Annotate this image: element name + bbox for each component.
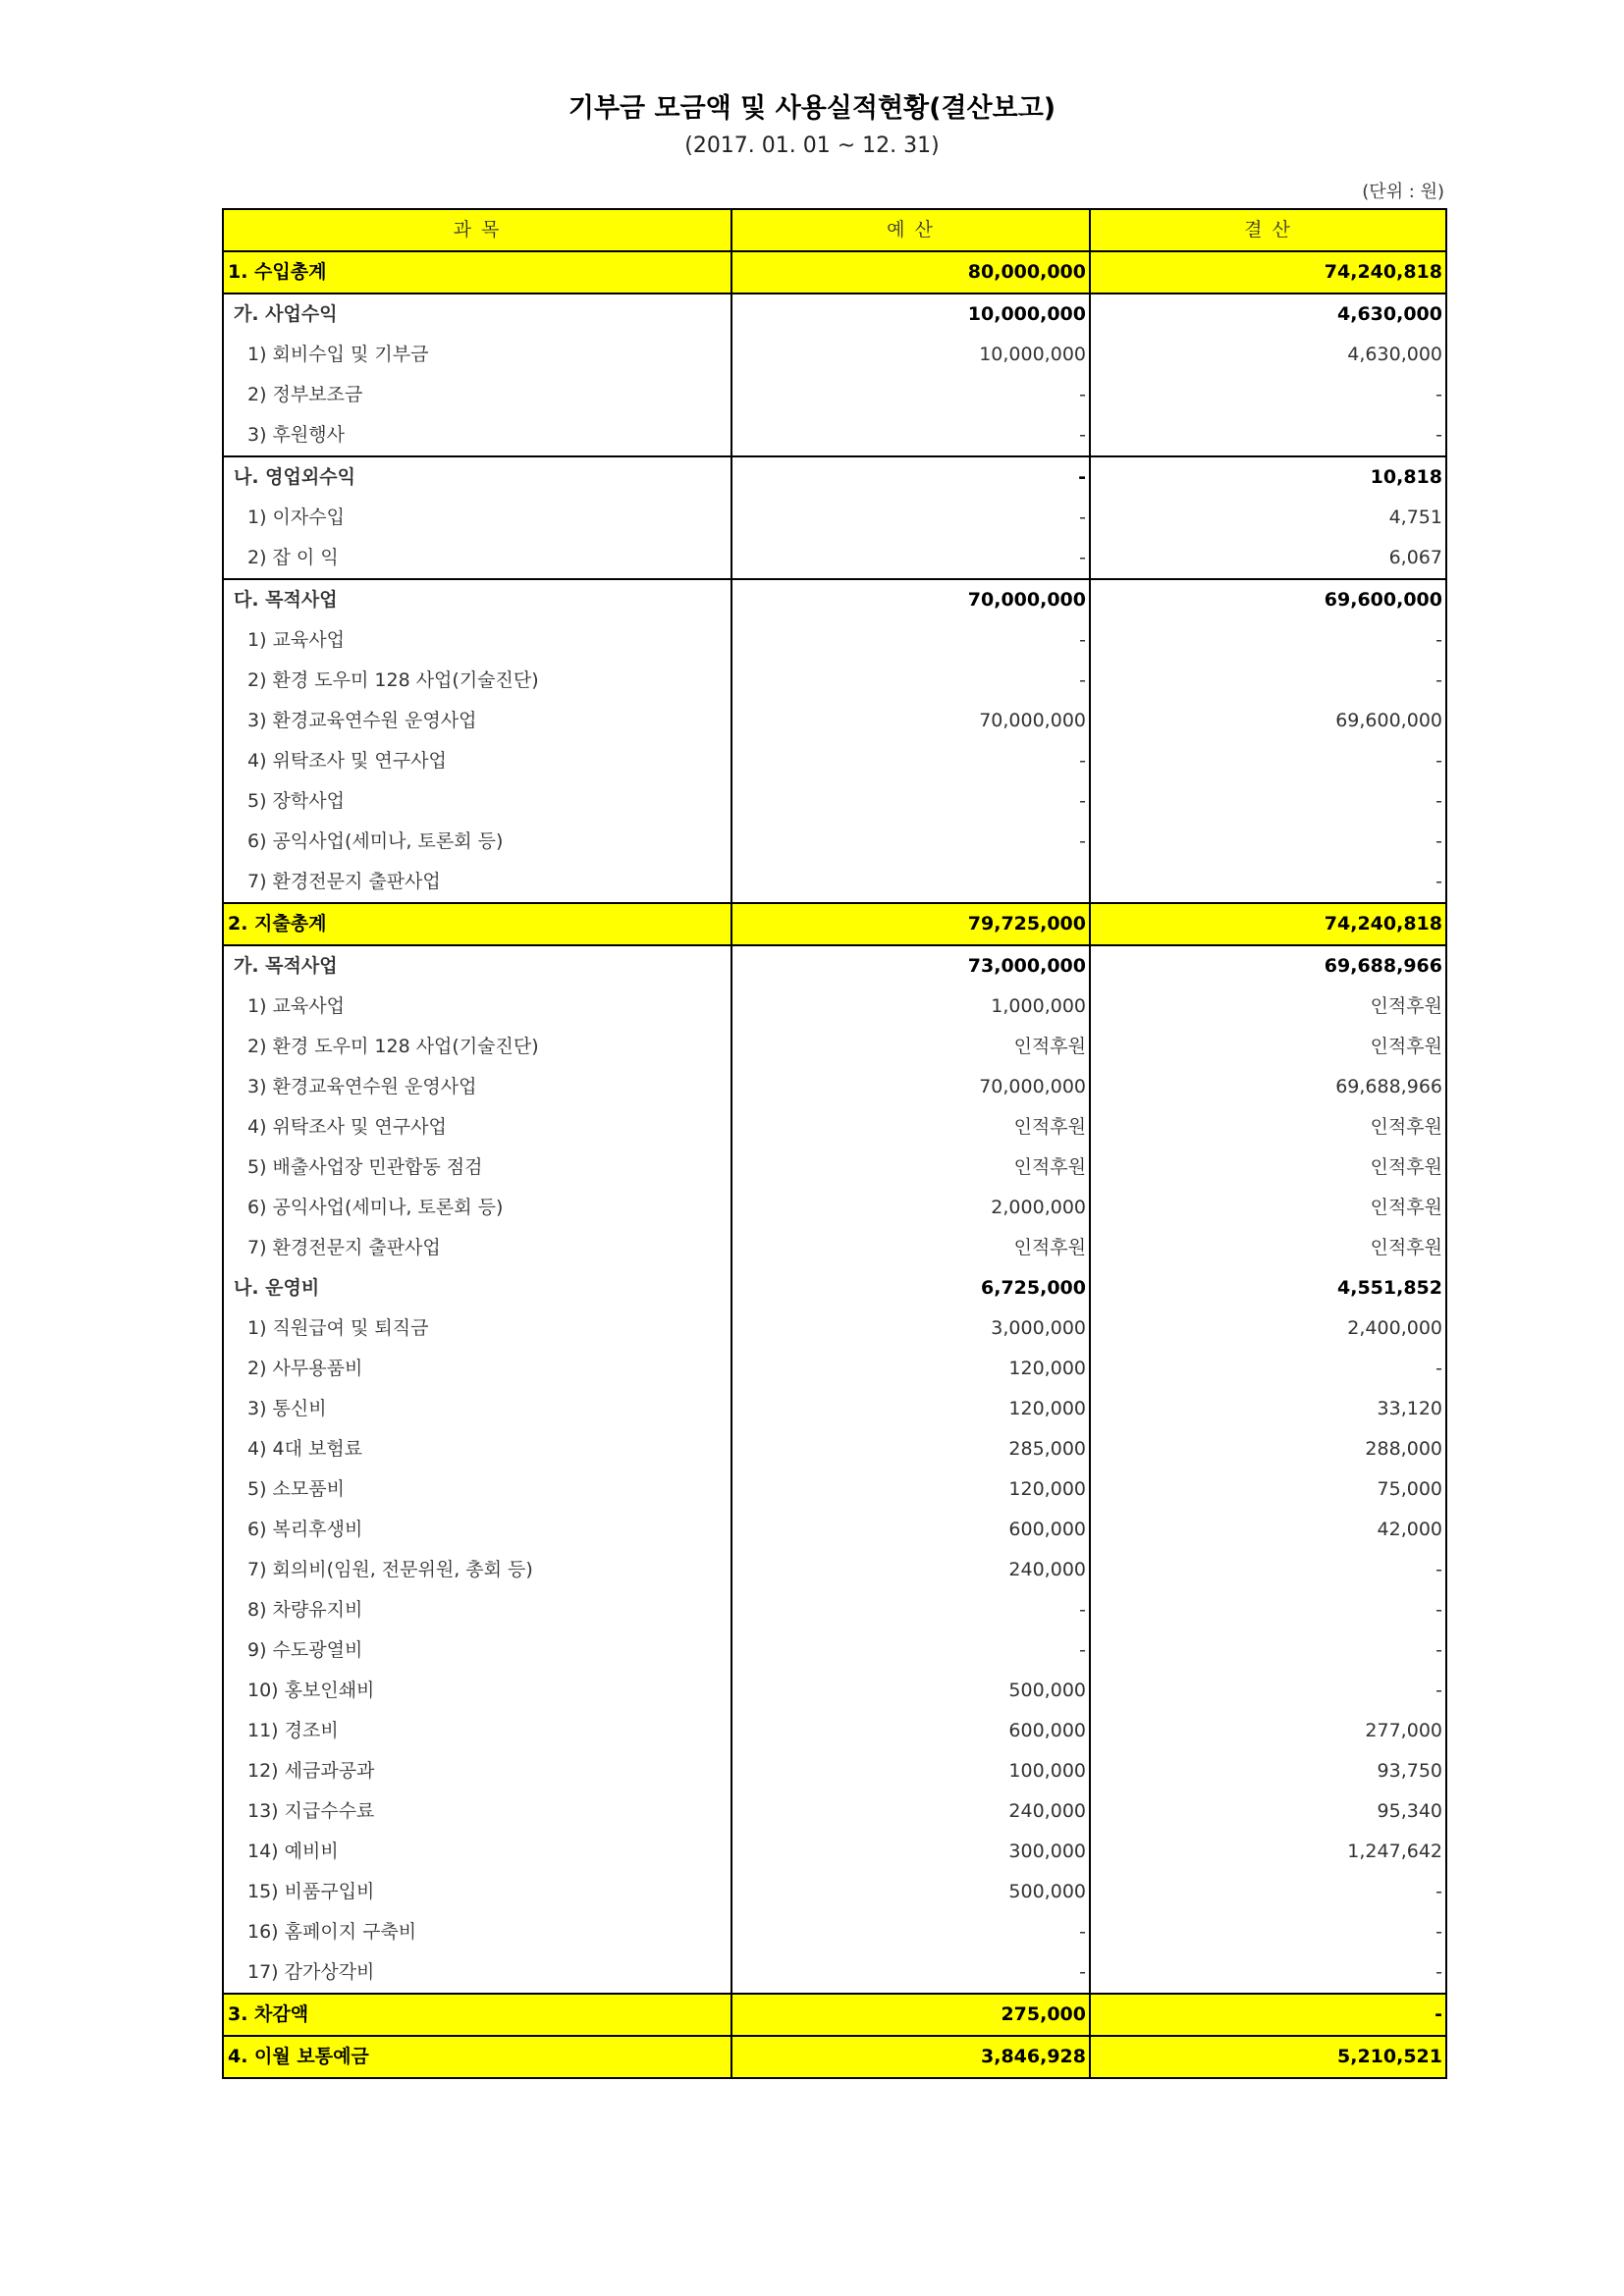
budget-cell: 600,000 [731, 1711, 1090, 1751]
budget-cell: - [731, 741, 1090, 781]
table-row [223, 620, 1446, 661]
budget-cell: - [731, 661, 1090, 701]
budget-cell: - [731, 415, 1090, 456]
table-row [223, 1872, 1446, 1912]
budget-cell: 1,000,000 [731, 987, 1090, 1027]
settlement-cell: 10,818 [1090, 456, 1446, 498]
table-row [223, 1952, 1446, 1994]
table-row [223, 335, 1446, 375]
budget-cell: 70,000,000 [731, 579, 1090, 620]
settlement-cell: 인적후원 [1090, 987, 1446, 1027]
settlement-cell: 인적후원 [1090, 1027, 1446, 1067]
budget-cell: 73,000,000 [731, 945, 1090, 987]
settlement-cell: - [1090, 1872, 1446, 1912]
settlement-cell: - [1090, 1630, 1446, 1671]
budget-cell: 인적후원 [731, 1228, 1090, 1268]
account-name-cell: 4. 이월 보통예금 [223, 2036, 731, 2078]
budget-cell: - [731, 620, 1090, 661]
budget-cell: - [731, 1630, 1090, 1671]
account-name-cell: 7) 회의비(임원, 전문위원, 총회 등) [223, 1550, 731, 1590]
settlement-cell: 69,688,966 [1090, 1067, 1446, 1107]
account-name-cell: 1) 교육사업 [223, 987, 731, 1027]
account-name-cell: 8) 차량유지비 [223, 1590, 731, 1630]
account-name-cell: 4) 위탁조사 및 연구사업 [223, 741, 731, 781]
account-name-cell: 16) 홈페이지 구축비 [223, 1912, 731, 1952]
settlement-cell: - [1090, 1349, 1446, 1389]
account-name-cell: 1) 이자수입 [223, 498, 731, 538]
settlement-cell: 42,000 [1090, 1510, 1446, 1550]
budget-cell: 80,000,000 [731, 251, 1090, 294]
total-row [223, 1994, 1446, 2036]
account-name-cell: 1) 직원급여 및 퇴직금 [223, 1308, 731, 1349]
budget-cell: 79,725,000 [731, 903, 1090, 945]
account-name-cell: 3. 차감액 [223, 1994, 731, 2036]
account-name-cell: 5) 장학사업 [223, 781, 731, 822]
account-name-cell: 가. 사업수익 [223, 294, 731, 335]
settlement-cell: - [1090, 415, 1446, 456]
table-row [223, 781, 1446, 822]
settlement-cell: 인적후원 [1090, 1107, 1446, 1148]
account-name-cell: 2) 정부보조금 [223, 375, 731, 415]
budget-cell: 500,000 [731, 1671, 1090, 1711]
group-row [223, 294, 1446, 335]
table-row [223, 1630, 1446, 1671]
account-name-cell: 6) 공익사업(세미나, 토론회 등) [223, 1188, 731, 1228]
table-row [223, 1429, 1446, 1469]
account-name-cell: 12) 세금과공과 [223, 1751, 731, 1791]
group-row [223, 945, 1446, 987]
budget-cell: 6,725,000 [731, 1268, 1090, 1308]
table-row [223, 1590, 1446, 1630]
account-name-cell: 3) 환경교육연수원 운영사업 [223, 701, 731, 741]
settlement-cell: - [1090, 741, 1446, 781]
settlement-cell: - [1090, 375, 1446, 415]
table-row [223, 1469, 1446, 1510]
table-row [223, 1711, 1446, 1751]
table-row [223, 1550, 1446, 1590]
settlement-cell: - [1090, 661, 1446, 701]
document-title: 기부금 모금액 및 사용실적현황(결산보고) [568, 93, 1056, 124]
table-row [223, 498, 1446, 538]
settlement-cell: 1,247,642 [1090, 1832, 1446, 1872]
table-row [223, 1228, 1446, 1268]
settlement-cell: 6,067 [1090, 538, 1446, 579]
settlement-cell: 인적후원 [1090, 1188, 1446, 1228]
account-name-cell: 2) 환경 도우미 128 사업(기술진단) [223, 1027, 731, 1067]
total-row [223, 251, 1446, 294]
budget-cell: 100,000 [731, 1751, 1090, 1791]
table-header-row [223, 209, 1446, 251]
settlement-cell: 2,400,000 [1090, 1308, 1446, 1349]
table-row [223, 1832, 1446, 1872]
budget-cell: 240,000 [731, 1550, 1090, 1590]
account-name-cell: 15) 비품구입비 [223, 1872, 731, 1912]
settlement-cell: 69,600,000 [1090, 701, 1446, 741]
table-row [223, 1791, 1446, 1832]
account-name-cell: 13) 지급수수료 [223, 1791, 731, 1832]
account-name-cell: 4) 4대 보험료 [223, 1429, 731, 1469]
settlement-cell: - [1090, 1550, 1446, 1590]
header-account: 과 목 [223, 209, 731, 251]
budget-cell: - [731, 1952, 1090, 1994]
settlement-cell: - [1090, 781, 1446, 822]
table-row [223, 538, 1446, 579]
budget-cell: 10,000,000 [731, 294, 1090, 335]
budget-cell: 285,000 [731, 1429, 1090, 1469]
budget-cell: - [731, 456, 1090, 498]
budget-cell: 600,000 [731, 1510, 1090, 1550]
header-settlement: 결 산 [1090, 209, 1446, 251]
account-name-cell: 3) 환경교육연수원 운영사업 [223, 1067, 731, 1107]
budget-cell: 120,000 [731, 1469, 1090, 1510]
table-row [223, 375, 1446, 415]
account-name-cell: 2) 사무용품비 [223, 1349, 731, 1389]
budget-cell: - [731, 375, 1090, 415]
budget-cell: - [731, 498, 1090, 538]
budget-cell: - [731, 1590, 1090, 1630]
header-budget: 예 산 [731, 209, 1090, 251]
budget-cell: 3,846,928 [731, 2036, 1090, 2078]
table-row [223, 415, 1446, 456]
budget-cell: 인적후원 [731, 1027, 1090, 1067]
account-name-cell: 나. 영업외수익 [223, 456, 731, 498]
account-name-cell: 1. 수입총계 [223, 251, 731, 294]
settlement-cell: - [1090, 822, 1446, 862]
budget-cell: 240,000 [731, 1791, 1090, 1832]
group-row [223, 579, 1446, 620]
table-row [223, 1349, 1446, 1389]
settlement-cell: - [1090, 620, 1446, 661]
budget-cell: 300,000 [731, 1832, 1090, 1872]
settlement-cell: - [1090, 862, 1446, 903]
settlement-cell: 288,000 [1090, 1429, 1446, 1469]
settlement-cell: 33,120 [1090, 1389, 1446, 1429]
account-name-cell: 11) 경조비 [223, 1711, 731, 1751]
budget-cell: 인적후원 [731, 1107, 1090, 1148]
settlement-cell: - [1090, 1952, 1446, 1994]
table-row [223, 1912, 1446, 1952]
group-row [223, 1268, 1446, 1308]
budget-cell: 10,000,000 [731, 335, 1090, 375]
table-row [223, 1027, 1446, 1067]
table-row [223, 862, 1446, 903]
settlement-cell: 75,000 [1090, 1469, 1446, 1510]
account-name-cell: 3) 후원행사 [223, 415, 731, 456]
account-name-cell: 3) 통신비 [223, 1389, 731, 1429]
account-name-cell: 4) 위탁조사 및 연구사업 [223, 1107, 731, 1148]
table-row [223, 1188, 1446, 1228]
unit-note: (단위 : 원) [1362, 182, 1444, 202]
settlement-cell: - [1090, 1671, 1446, 1711]
table-row [223, 1148, 1446, 1188]
account-name-cell: 1) 교육사업 [223, 620, 731, 661]
settlement-cell: 인적후원 [1090, 1228, 1446, 1268]
account-name-cell: 17) 감가상각비 [223, 1952, 731, 1994]
settlement-cell: 74,240,818 [1090, 903, 1446, 945]
table-row [223, 1107, 1446, 1148]
settlement-cell: 인적후원 [1090, 1148, 1446, 1188]
account-name-cell: 7) 환경전문지 출판사업 [223, 862, 731, 903]
account-name-cell: 나. 운영비 [223, 1268, 731, 1308]
table-row [223, 1751, 1446, 1791]
account-name-cell: 14) 예비비 [223, 1832, 731, 1872]
settlement-cell: 74,240,818 [1090, 251, 1446, 294]
account-name-cell: 2) 환경 도우미 128 사업(기술진단) [223, 661, 731, 701]
report-period: (2017. 01. 01 ~ 12. 31) [684, 133, 940, 158]
settlement-cell: 4,630,000 [1090, 294, 1446, 335]
account-name-cell: 2) 잡 이 익 [223, 538, 731, 579]
settlement-cell: 69,688,966 [1090, 945, 1446, 987]
table-row [223, 1389, 1446, 1429]
account-name-cell: 9) 수도광열비 [223, 1630, 731, 1671]
table-row [223, 701, 1446, 741]
account-name-cell: 다. 목적사업 [223, 579, 731, 620]
budget-cell: 인적후원 [731, 1148, 1090, 1188]
budget-cell: - [731, 822, 1090, 862]
settlement-cell: 93,750 [1090, 1751, 1446, 1791]
settlement-cell: 4,630,000 [1090, 335, 1446, 375]
account-name-cell: 가. 목적사업 [223, 945, 731, 987]
budget-cell: 70,000,000 [731, 1067, 1090, 1107]
budget-cell: 275,000 [731, 1994, 1090, 2036]
budget-cell: 120,000 [731, 1349, 1090, 1389]
settlement-cell: 277,000 [1090, 1711, 1446, 1751]
settlement-cell: - [1090, 1590, 1446, 1630]
budget-cell: - [731, 781, 1090, 822]
budget-cell [731, 862, 1090, 903]
account-name-cell: 2. 지출총계 [223, 903, 731, 945]
settlement-cell: 4,551,852 [1090, 1268, 1446, 1308]
budget-cell: - [731, 538, 1090, 579]
settlement-cell: 4,751 [1090, 498, 1446, 538]
group-row [223, 456, 1446, 498]
budget-settlement-table [222, 208, 1447, 2079]
settlement-cell: 69,600,000 [1090, 579, 1446, 620]
account-name-cell: 1) 회비수입 및 기부금 [223, 335, 731, 375]
budget-cell: 2,000,000 [731, 1188, 1090, 1228]
settlement-cell: 95,340 [1090, 1791, 1446, 1832]
budget-cell: 70,000,000 [731, 701, 1090, 741]
budget-cell: 120,000 [731, 1389, 1090, 1429]
table-row [223, 987, 1446, 1027]
table-row [223, 822, 1446, 862]
account-name-cell: 6) 복리후생비 [223, 1510, 731, 1550]
account-name-cell: 6) 공익사업(세미나, 토론회 등) [223, 822, 731, 862]
table-row [223, 1671, 1446, 1711]
account-name-cell: 10) 홍보인쇄비 [223, 1671, 731, 1711]
budget-cell: - [731, 1912, 1090, 1952]
account-name-cell: 7) 환경전문지 출판사업 [223, 1228, 731, 1268]
table-row [223, 741, 1446, 781]
account-name-cell: 5) 배출사업장 민관합동 점검 [223, 1148, 731, 1188]
table-row [223, 661, 1446, 701]
settlement-cell: - [1090, 1912, 1446, 1952]
table-row [223, 1510, 1446, 1550]
budget-cell: 500,000 [731, 1872, 1090, 1912]
table-row [223, 1067, 1446, 1107]
budget-cell: 3,000,000 [731, 1308, 1090, 1349]
settlement-cell: - [1090, 1994, 1446, 2036]
total-row [223, 2036, 1446, 2078]
table-row [223, 1308, 1446, 1349]
settlement-cell: 5,210,521 [1090, 2036, 1446, 2078]
account-name-cell: 5) 소모품비 [223, 1469, 731, 1510]
total-row [223, 903, 1446, 945]
